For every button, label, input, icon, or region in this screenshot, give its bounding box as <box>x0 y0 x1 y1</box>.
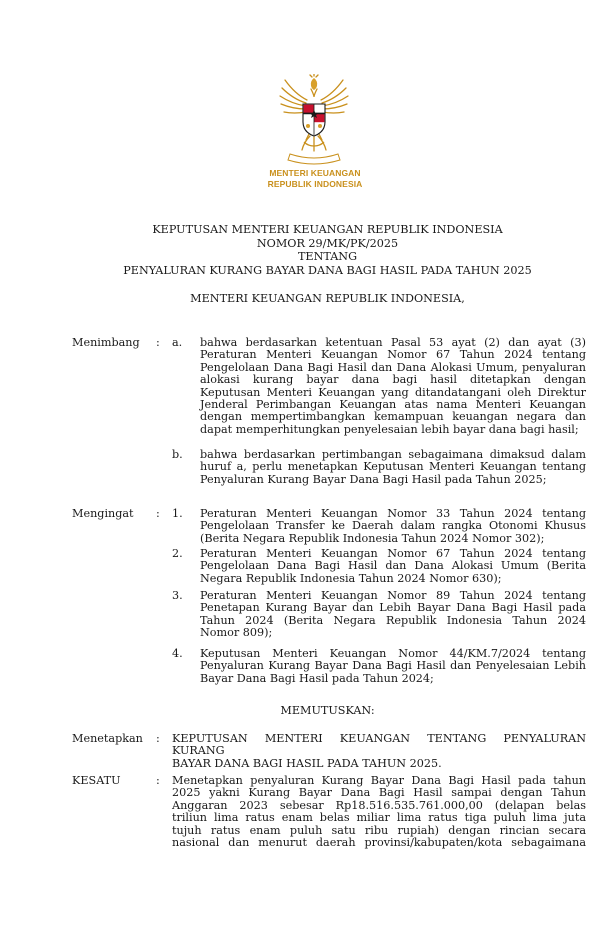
text-line: Peraturan Menteri Keuangan Nomor 89 Tahun 2024 tentang <box>200 589 586 602</box>
memutuskan-heading: MEMUTUSKAN: <box>280 704 375 717</box>
text-line: (Berita Negara Republik Indonesia Tahun 2024 Nomor 302); <box>200 531 545 545</box>
text-line: Pengelolaan Dana Bagi Hasil dan Dana Alokasi Umum, penyaluran <box>200 360 586 374</box>
text-line: Keputusan Menteri Keuangan Nomor 44/KM.7/2024 tentang <box>200 647 586 660</box>
title-line: KEPUTUSAN MENTERI KEUANGAN REPUBLIK INDONESIA <box>152 223 503 236</box>
menetapkan-text <box>172 733 586 770</box>
mengingat-label: Mengingat <box>72 507 134 520</box>
text-line: dapat memperhitungkan penyelesaian lebih bayar dana bagi hasil; <box>200 422 579 436</box>
text-line: Jenderal Perimbangan Keuangan atas nama Menteri Keuangan <box>200 398 586 412</box>
text-line: Peraturan Menteri Keuangan Nomor 33 Tahun 2024 tentang <box>200 507 586 520</box>
item-marker: 3. <box>172 589 183 602</box>
colon: : <box>156 507 160 520</box>
colon: : <box>156 336 160 349</box>
text-line: BAYAR DANA BAGI HASIL PADA TAHUN 2025. <box>172 756 442 770</box>
mengingat-item-3 <box>200 590 586 640</box>
kesatu-label: KESATU <box>72 774 121 787</box>
text-line: bahwa berdasarkan ketentuan Pasal 53 ayat (2) dan ayat (3) <box>200 336 586 349</box>
garuda-emblem-icon <box>276 74 352 166</box>
text-line: Pengelolaan Transfer ke Daerah dalam rangka Otonomi Khusus <box>200 519 586 533</box>
text-line: triliun lima ratus enam belas miliar lima ratus tiga puluh lima juta <box>172 811 586 825</box>
emblem-label-line2: REPUBLIK INDONESIA <box>267 179 363 189</box>
item-marker: 2. <box>172 547 183 560</box>
text-line: bahwa berdasarkan pertimbangan sebagaimana dimaksud dalam <box>200 448 586 461</box>
menimbang-item-a <box>200 337 586 436</box>
text-line: alokasi kurang bayar dana bagi hasil ditetapkan dengan <box>200 373 586 387</box>
text-line: dengan mempertimbangkan kemampuan keuangan negara dan <box>200 410 586 424</box>
title-line: PENYALURAN KURANG BAYAR DANA BAGI HASIL PADA TAHUN 2025 <box>123 263 532 277</box>
menetapkan-label: Menetapkan <box>72 732 143 745</box>
colon: : <box>156 732 160 745</box>
mengingat-item-1 <box>200 508 586 545</box>
text-line: Negara Republik Indonesia Tahun 2024 Nomor 630); <box>200 571 502 585</box>
item-marker: 4. <box>172 647 183 660</box>
mengingat-item-2 <box>200 548 586 585</box>
text-line: nasional dan menurut daerah provinsi/kabupaten/kota sebagaimana <box>172 836 586 850</box>
text-line: Bayar Dana Bagi Hasil pada Tahun 2024; <box>200 671 434 685</box>
text-line: huruf a, perlu menetapkan Keputusan Menteri Keuangan tentang <box>200 460 586 474</box>
text-line: Peraturan Menteri Keuangan Nomor 67 Tahun 2024 tentang <box>200 348 586 362</box>
text-line: Tahun 2024 (Berita Negara Republik Indonesia Tahun 2024 <box>200 613 586 627</box>
kesatu-text <box>172 775 586 849</box>
text-line: Penyaluran Kurang Bayar Dana Bagi Hasil pada Tahun 2025; <box>200 472 547 486</box>
title-line: NOMOR 29/MK/PK/2025 <box>256 236 399 250</box>
mengingat-item-4 <box>200 648 586 685</box>
text-line: Pengelolaan Dana Bagi Hasil dan Dana Alokasi Umum (Berita <box>200 559 586 573</box>
title-line: TENTANG <box>297 250 358 263</box>
menimbang-item-b <box>200 449 586 486</box>
issuer-line: MENTERI KEUANGAN REPUBLIK INDONESIA, <box>190 292 465 305</box>
text-line: Nomor 809); <box>200 626 273 640</box>
text-line: 2025 yakni Kurang Bayar Dana Bagi Hasil sampai dengan Tahun <box>172 786 586 800</box>
text-line: Menetapkan penyaluran Kurang Bayar Dana Bagi Hasil pada tahun <box>172 774 586 787</box>
text-line: Peraturan Menteri Keuangan Nomor 67 Tahun 2024 tentang <box>200 547 586 560</box>
colon: : <box>156 774 160 787</box>
text-line: Penetapan Kurang Bayar dan Lebih Bayar Dana Bagi Hasil pada <box>200 601 586 615</box>
emblem-label-line1: MENTERI KEUANGAN <box>269 168 361 178</box>
text-line: Anggaran 2023 sebesar Rp18.516.535.761.000,00 (delapan belas <box>172 798 586 812</box>
menimbang-label: Menimbang <box>72 336 140 349</box>
item-marker: a. <box>172 336 183 349</box>
text-line: Keputusan Menteri Keuangan yang ditandatangani oleh Direktur <box>200 385 586 399</box>
text-line: tujuh ratus enam puluh satu ribu rupiah) dengan rincian secara <box>172 823 586 837</box>
item-marker: b. <box>172 448 183 461</box>
item-marker: 1. <box>172 507 183 520</box>
text-line: Penyaluran Kurang Bayar Dana Bagi Hasil dan Penyelesaian Lebih <box>200 659 586 673</box>
text-line: KEPUTUSAN MENTERI KEUANGAN TENTANG PENYALURAN KURANG <box>172 732 586 758</box>
decree-title <box>90 223 565 277</box>
